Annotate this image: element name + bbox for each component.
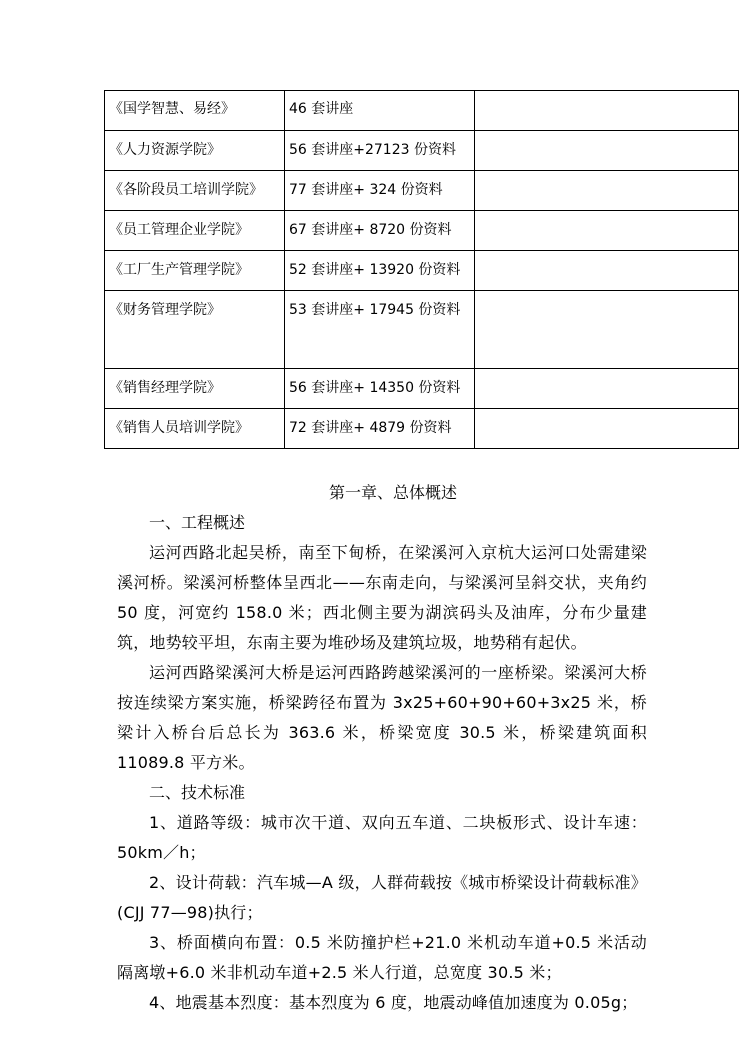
table-cell-name xyxy=(105,291,285,369)
standard-item: 1、道路等级：城市次干道、双向五车道、二块板形式、设计车速：50km／h； xyxy=(117,813,647,862)
table-cell-content xyxy=(285,131,475,171)
table-row xyxy=(105,251,739,291)
table-cell-name xyxy=(105,251,285,291)
table-row xyxy=(105,171,739,211)
course-name: 《财务管理学院》 xyxy=(109,302,221,318)
course-note xyxy=(479,369,734,380)
table-cell-content xyxy=(285,251,475,291)
course-name: 《销售人员培训学院》 xyxy=(109,420,249,436)
table-cell-content xyxy=(285,409,475,449)
table-cell-name xyxy=(105,409,285,449)
standard-item: 2、设计荷载：汽车城—A 级，人群荷载按《城市桥梁设计荷载标准》(CJJ 77—98)执行； xyxy=(117,873,647,922)
table-cell-content xyxy=(285,369,475,409)
course-note xyxy=(479,251,734,262)
table-cell-name xyxy=(105,211,285,251)
table-cell-content xyxy=(285,91,475,131)
course-content: 46 套讲座 xyxy=(289,101,354,117)
course-name: 《销售经理学院》 xyxy=(109,380,221,396)
table-cell-name xyxy=(105,131,285,171)
chapter-title: 第一章、总体概述 xyxy=(328,483,457,502)
course-note xyxy=(479,171,734,182)
course-content: 56 套讲座+27123 份资料 xyxy=(289,142,456,158)
course-name: 《工厂生产管理学院》 xyxy=(109,262,249,278)
course-note xyxy=(479,91,734,101)
course-content: 53 套讲座+ 17945 份资料 xyxy=(289,302,461,318)
table-cell-content xyxy=(285,291,475,369)
course-catalog-table xyxy=(104,90,739,449)
section-title-standards: 二、技术标准 xyxy=(149,783,246,802)
table-cell-note xyxy=(475,409,739,449)
table-row xyxy=(105,91,739,131)
table-row xyxy=(105,409,739,449)
table-cell-note xyxy=(475,291,739,369)
table-cell-note xyxy=(475,91,739,131)
course-content: 56 套讲座+ 14350 份资料 xyxy=(289,380,461,396)
course-content: 77 套讲座+ 324 份资料 xyxy=(289,182,443,198)
course-note xyxy=(479,409,734,420)
course-content: 67 套讲座+ 8720 份资料 xyxy=(289,222,452,238)
course-name: 《国学智慧、易经》 xyxy=(109,101,235,117)
table-cell-note xyxy=(475,131,739,171)
table-cell-note xyxy=(475,251,739,291)
course-note xyxy=(479,291,734,302)
table-cell-name xyxy=(105,369,285,409)
paragraph: 运河西路北起吴桥，南至下甸桥，在梁溪河入京杭大运河口处需建梁溪河桥。梁溪河桥整体呈西北——东南走向，与梁溪河呈斜交状，夹角约 50 度，河宽约 158.0 米；西北侧主要为湖滨码头及油库，分布少量建筑，地势较平坦，东南主要为堆砂场及建筑垃圾，地势稍有起伏。 xyxy=(117,543,647,652)
course-note xyxy=(479,211,734,222)
course-name: 《人力资源学院》 xyxy=(109,142,221,158)
table-cell-name xyxy=(105,171,285,211)
course-name: 《各阶段员工培训学院》 xyxy=(109,182,263,198)
paragraph: 运河西路梁溪河大桥是运河西路跨越梁溪河的一座桥梁。梁溪河大桥按连续梁方案实施，桥梁跨径布置为 3x25+60+90+60+3x25 米，桥梁计入桥台后总长为 363.6 米，桥梁宽度 30.5 米，桥梁建筑面积 11089.8 平方米。 xyxy=(117,663,647,772)
standard-item: 3、桥面横向布置：0.5 米防撞护栏+21.0 米机动车道+0.5 米活动隔离墩+6.0 米非机动车道+2.5 米人行道，总宽度 30.5 米； xyxy=(117,933,647,982)
course-content: 72 套讲座+ 4879 份资料 xyxy=(289,420,452,436)
standard-item: 4、地震基本烈度：基本烈度为 6 度，地震动峰值加速度为 0.05g； xyxy=(149,993,638,1012)
table-cell-content xyxy=(285,171,475,211)
table-cell-content xyxy=(285,211,475,251)
course-note xyxy=(479,131,734,142)
table-row xyxy=(105,131,739,171)
table-row xyxy=(105,211,739,251)
section-title-overview: 一、工程概述 xyxy=(149,513,246,532)
table-cell-name xyxy=(105,91,285,131)
document-body xyxy=(117,478,647,1018)
table-cell-note xyxy=(475,171,739,211)
table-row xyxy=(105,291,739,369)
course-name: 《员工管理企业学院》 xyxy=(109,222,249,238)
table-row xyxy=(105,369,739,409)
course-content: 52 套讲座+ 13920 份资料 xyxy=(289,262,461,278)
table-cell-note xyxy=(475,369,739,409)
table-cell-note xyxy=(475,211,739,251)
